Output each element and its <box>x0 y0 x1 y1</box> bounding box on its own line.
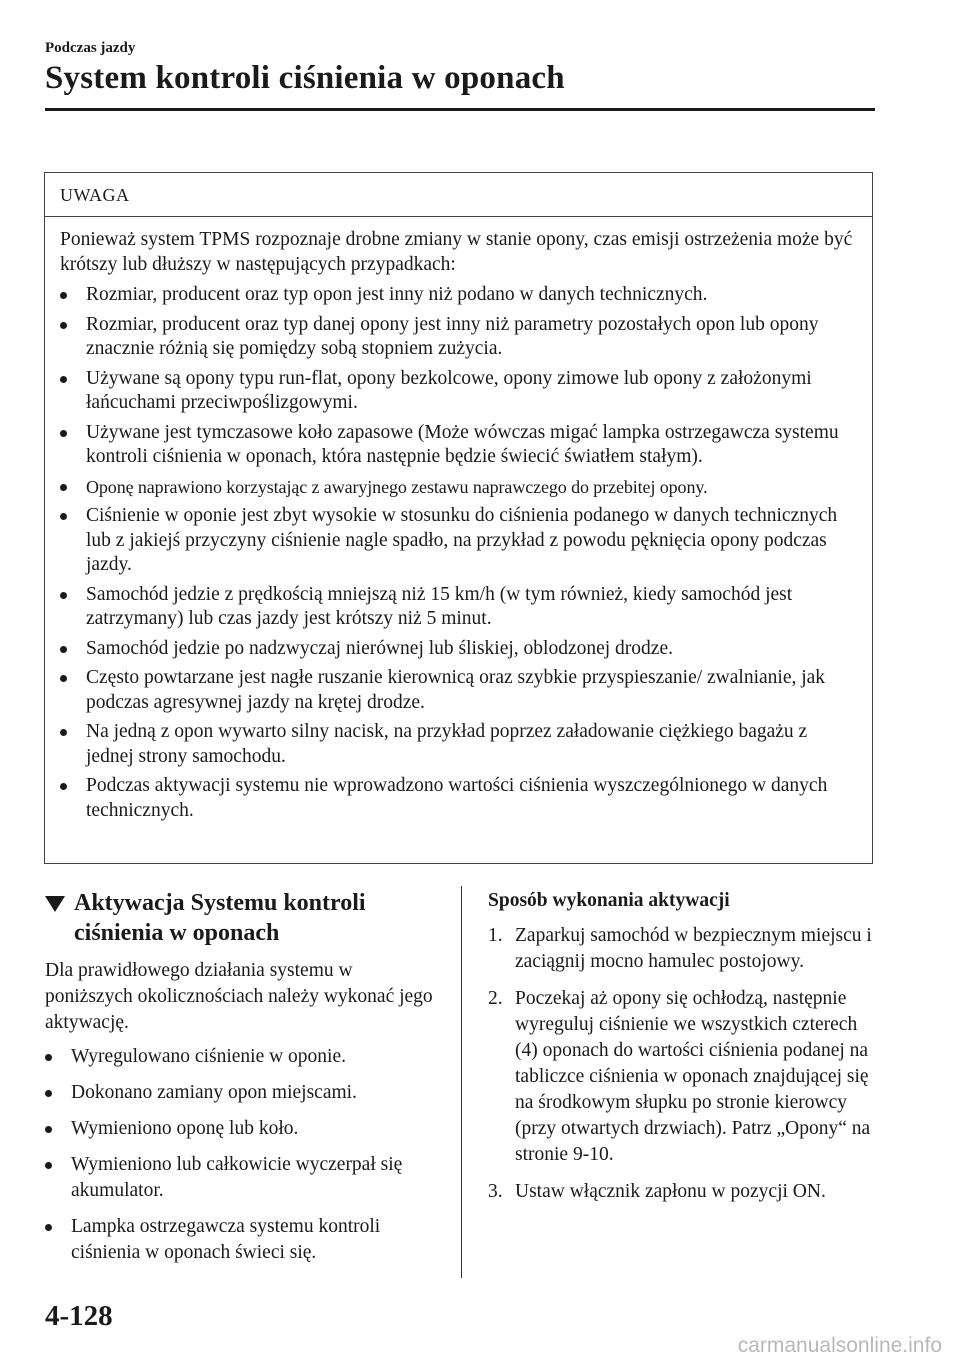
bullet-icon <box>45 1162 52 1169</box>
bullet-icon <box>60 322 67 329</box>
caution-item: Rozmiar, producent oraz typ danej opony jest inny niż parametry pozostałych opon lub opony znacznie różnią się pomiędzy sobą stopniem zużycia. <box>60 313 858 362</box>
bullet-icon <box>60 484 67 491</box>
activation-item: Wymieniono oponę lub koło. <box>45 1116 440 1142</box>
page-title: System kontroli ciśnienia w oponach <box>45 60 565 96</box>
bullet-icon <box>60 592 67 599</box>
bullet-icon <box>60 675 67 682</box>
activation-item: Wymieniono lub całkowicie wyczerpał się akumulator. <box>45 1152 440 1204</box>
bullet-icon <box>60 376 67 383</box>
caution-intro: Ponieważ system TPMS rozpoznaje drobne zmiany w stanie opony, czas emisji ostrzeżenia może być krótszy lub dłuższy w następujących przypadkach: <box>60 229 853 275</box>
caution-item: Samochód jedzie z prędkością mniejszą niż 15 km/h (w tym również, kiedy samochód jest zatrzymany) lub czas jazdy jest krótszy niż 5 minut. <box>60 583 858 632</box>
step-text: Poczekaj aż opony się ochłodzą, następnie wyreguluj ciśnienie we wszystkich czterech (4) oponach do wartości ciśnienia podanej na tabliczce ciśnienia w oponach znajdującej się na środkowym słupku po stronie kierowcy (przy otwartych drzwiach). Patrz „Opony“ na stronie 9-10. <box>515 988 871 1165</box>
column-divider <box>461 886 462 1278</box>
bullet-icon <box>60 513 67 520</box>
bullet-icon <box>60 292 67 299</box>
caution-box <box>44 172 873 864</box>
page-number: 4-128 <box>45 1300 113 1332</box>
triangle-down-icon <box>45 896 65 912</box>
caution-item: Rozmiar, producent oraz typ opon jest inny niż podano w danych technicznych. <box>60 283 858 308</box>
caution-item: Ciśnienie w oponie jest zbyt wysokie w stosunku do ciśnienia podanego w danych technicznych lub z jakiejś przyczyny ciśnienie nagle spadło, na przykład z powodu pęknięcia opony podczas jazdy. <box>60 504 858 578</box>
section-label: Podczas jazdy <box>45 40 136 56</box>
title-divider <box>45 108 875 111</box>
bullet-icon <box>45 1054 52 1061</box>
watermark: carmanualsonline.info <box>737 1334 942 1357</box>
procedure-heading: Sposób wykonania aktywacji <box>488 890 730 911</box>
bullet-icon <box>45 1090 52 1097</box>
caution-item: Używane są opony typu run-flat, opony bezkolcowe, opony zimowe lub opony z założonymi łańcuchami przeciwpoślizgowymi. <box>60 367 858 416</box>
procedure-step <box>488 923 878 975</box>
caution-item: Na jedną z opon wywarto silny nacisk, na przykład poprzez załadowanie ciężkiego bagażu z jednej strony samochodu. <box>60 720 858 769</box>
procedure-section <box>488 888 878 1216</box>
step-number: 3. <box>488 1181 503 1202</box>
bullet-icon <box>60 430 67 437</box>
procedure-step <box>488 1179 878 1205</box>
caution-body <box>45 217 872 823</box>
bullet-icon <box>45 1126 52 1133</box>
activation-intro: Dla prawidłowego działania systemu w poniższych okolicznościach należy wykonać jego aktywację. <box>45 960 433 1033</box>
activation-section <box>45 888 440 1276</box>
step-number: 1. <box>488 925 503 946</box>
caution-item: Oponę naprawiono korzystając z awaryjnego zestawu naprawczego do przebitej opony. <box>60 475 858 500</box>
bullet-icon <box>60 646 67 653</box>
step-text: Zaparkuj samochód w bezpiecznym miejscu i zaciągnij mocno hamulec postojowy. <box>515 925 872 972</box>
step-number: 2. <box>488 988 503 1009</box>
caution-item: Często powtarzane jest nagłe ruszanie kierownicą oraz szybkie przyspieszanie/ zwalnianie, jak podczas agresywnej jazdy na krętej drodze. <box>60 666 858 715</box>
bullet-icon <box>45 1224 52 1231</box>
step-text: Ustaw włącznik zapłonu w pozycji ON. <box>515 1181 826 1202</box>
bullet-icon <box>60 729 67 736</box>
caution-heading: UWAGA <box>45 173 872 217</box>
bullet-icon <box>60 783 67 790</box>
activation-heading: Aktywacja Systemu kontroli ciśnienia w oponach <box>45 888 440 948</box>
caution-item: Samochód jedzie po nadzwyczaj nierównej lub śliskiej, oblodzonej drodze. <box>60 637 858 662</box>
activation-item: Lampka ostrzegawcza systemu kontroli ciśnienia w oponach świeci się. <box>45 1214 440 1266</box>
procedure-step <box>488 986 878 1168</box>
caution-item: Podczas aktywacji systemu nie wprowadzono wartości ciśnienia wyszczególnionego w danych technicznych. <box>60 774 858 823</box>
caution-item: Używane jest tymczasowe koło zapasowe (Może wówczas migać lampka ostrzegawcza systemu kontroli ciśnienia w oponach, która następnie będzie świecić światłem stałym). <box>60 421 858 470</box>
activation-item: Dokonano zamiany opon miejscami. <box>45 1080 440 1106</box>
activation-item: Wyregulowano ciśnienie w oponie. <box>45 1044 440 1070</box>
